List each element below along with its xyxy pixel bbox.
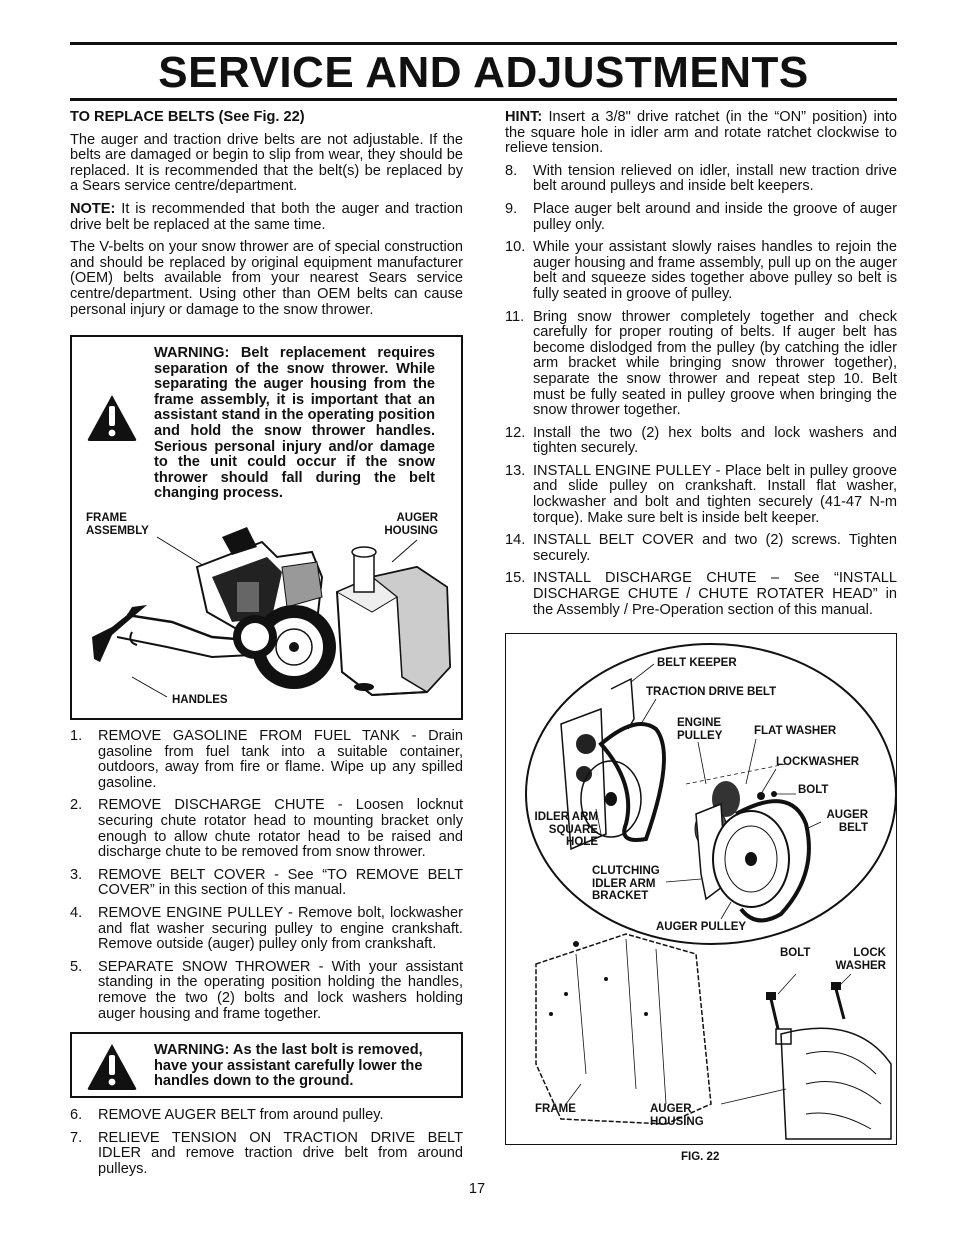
warning-icon xyxy=(86,1042,138,1092)
step-number: 9. xyxy=(505,200,518,217)
step-15 xyxy=(505,571,897,618)
left-steps-6-7 xyxy=(70,1108,463,1184)
note-paragraph xyxy=(70,202,463,233)
label-auger-belt: AUGER BELT xyxy=(826,809,868,834)
label-auger-housing: AUGER HOUSING xyxy=(384,512,438,537)
step-number: 4. xyxy=(70,904,83,921)
label-auger-pulley: AUGER PULLEY xyxy=(656,921,747,933)
step-text: REMOVE GASOLINE FROM FUEL TANK - Drain gasoline from fuel tank into a suitable container, outdoors, away from fire or flame. Wipe up any spilled gasoline. xyxy=(98,728,463,791)
step-number: 5. xyxy=(70,958,83,975)
step-8 xyxy=(505,164,897,195)
step-number: 6. xyxy=(70,1107,83,1123)
warning-box-belt-replacement xyxy=(70,335,463,720)
note-text: It is recommended that both the auger and traction drive belt be replaced at the same time. xyxy=(70,200,463,233)
step-number: 3. xyxy=(70,866,83,883)
step-text: REMOVE BELT COVER - See “TO REMOVE BELT COVER” in this section of this manual. xyxy=(98,866,463,899)
title-underline xyxy=(70,98,897,101)
label-clutching-idler-arm-bracket: CLUTCHING IDLER ARM BRACKET xyxy=(592,865,660,902)
label-frame-assembly: FRAME ASSEMBLY xyxy=(86,512,149,537)
intro-paragraph: The auger and traction drive belts are not adjustable. If the belts are damaged or begin to slip from wear, they should be replaced. It is recommended that the belt(s) be replaced by a Sears service centre/department. xyxy=(70,131,463,195)
figure-caption: FIG. 22 xyxy=(681,1151,720,1163)
snow-thrower-separation-illustration xyxy=(72,337,465,722)
step-text: Place auger belt around and inside the groove of auger pulley only. xyxy=(533,200,897,233)
step-text: INSTALL BELT COVER and two (2) screws. Tighten securely. xyxy=(533,532,897,564)
label-belt-keeper: BELT KEEPER xyxy=(657,657,737,669)
label-bolt-bottom: BOLT xyxy=(780,947,811,959)
warning-text-belt-replacement: WARNING: Belt replacement requires separation of the snow thrower. While separating the auger housing from the frame assembly, it is important that an assistant stand in the operating position and hold the snow thrower handles. Serious personal injury and/or damage to the unit could occur if the snow thrower should fall during the belt changing process. xyxy=(154,345,435,502)
step-text: RELIEVE TENSION ON TRACTION DRIVE BELT IDLER and remove traction drive belt from around pulleys. xyxy=(98,1129,463,1177)
step-text: REMOVE AUGER BELT from around pulley. xyxy=(98,1107,384,1123)
step-text: While your assistant slowly raises handles to rejoin the auger housing and frame assembly, pull up on the auger belt and squeeze sides together above pulley so belt is fully seated in groove of pulley. xyxy=(533,239,897,302)
step-9 xyxy=(505,202,897,233)
label-engine-pulley: ENGINE PULLEY xyxy=(677,717,723,742)
label-frame: FRAME xyxy=(535,1103,576,1115)
step-number: 12. xyxy=(505,424,526,441)
step-number: 11. xyxy=(505,308,525,325)
step-text: Bring snow thrower completely together and check carefully for proper routing of belts. If auger belt has become dislodged from the pulley (by catching the idler arm bracket while bringing snow thrower together), separate the snow thrower and repeat step 10. Belt must be fully seated in pulley groove when bringing the snow thrower together. xyxy=(533,308,897,419)
step-text: REMOVE DISCHARGE CHUTE - Loosen locknut securing chute rotator head to mounting bracket only enough to allow chute rotator head to be raised and discharge chute to be removed from snow thrower. xyxy=(98,797,463,861)
step-number: 8. xyxy=(505,162,518,179)
label-traction-drive-belt: TRACTION DRIVE BELT xyxy=(646,686,777,698)
left-column-intro xyxy=(70,110,463,325)
warning-text-last-bolt: WARNING: As the last bolt is removed, have your assistant carefully lower the handles down to the ground. xyxy=(154,1042,423,1090)
step-text: Install the two (2) hex bolts and lock washers and tighten securely. xyxy=(533,424,897,457)
step-text: INSTALL DISCHARGE CHUTE – See “INSTALL DISCHARGE CHUTE / CHUTE ROTATER HEAD” in the Assembly / Pre-Operation section of this manual. xyxy=(533,570,897,618)
step-12 xyxy=(505,426,897,457)
step-text: With tension relieved on idler, install new traction drive belt around pulleys and inside belt keepers. xyxy=(533,162,897,195)
step-number: 14. xyxy=(505,532,526,549)
step-10 xyxy=(505,240,897,302)
section-heading: TO REPLACE BELTS (See Fig. 22) xyxy=(70,109,305,125)
step-number: 15. xyxy=(505,570,526,587)
figure-22-box xyxy=(505,633,897,1145)
step-6 xyxy=(70,1108,463,1124)
step-number: 10. xyxy=(505,239,526,256)
figure-22-belt-diagram xyxy=(506,634,898,1146)
label-flat-washer: FLAT WASHER xyxy=(754,725,837,737)
step-13 xyxy=(505,464,897,526)
step-text: REMOVE ENGINE PULLEY - Remove bolt, lockwasher and flat washer securing pulley to engine crankshaft. Remove outside (auger) pulley only from crankshaft. xyxy=(98,904,463,953)
note-label: NOTE: xyxy=(70,200,116,217)
label-auger-housing-bottom: AUGER HOUSING xyxy=(650,1103,704,1128)
step-text: SEPARATE SNOW THROWER - With your assistant standing in the operating position holding the handles, remove the two (2) bolts and lock washers holding auger housing and frame together. xyxy=(98,958,463,1022)
label-lock-washer: LOCK WASHER xyxy=(835,947,886,972)
step-11 xyxy=(505,310,897,419)
step-7 xyxy=(70,1131,463,1178)
step-number: 2. xyxy=(70,797,83,814)
step-3 xyxy=(70,868,463,899)
left-steps-1-5 xyxy=(70,729,463,1029)
step-4 xyxy=(70,906,463,953)
right-column-steps xyxy=(505,110,897,625)
hint-text: Insert a 3/8" drive ratchet (in the “ON” position) into the square hole in idler arm and rotate ratchet clockwise to relieve tension. xyxy=(505,109,897,157)
step-5 xyxy=(70,960,463,1022)
step-number: 1. xyxy=(70,728,83,744)
warning-box-last-bolt xyxy=(70,1032,463,1098)
label-bolt-top: BOLT xyxy=(798,784,829,796)
step-number: 13. xyxy=(505,462,526,479)
step-number: 7. xyxy=(70,1129,83,1146)
step-14 xyxy=(505,533,897,564)
hint-paragraph xyxy=(505,110,897,157)
label-idler-arm-square-hole: IDLER ARM SQUARE HOLE xyxy=(534,811,598,848)
top-rule xyxy=(70,42,897,45)
step-2 xyxy=(70,798,463,860)
hint-label: HINT: xyxy=(505,109,543,125)
label-handles: HANDLES xyxy=(172,694,228,706)
step-text: INSTALL ENGINE PULLEY - Place belt in pulley groove and slide pulley on crankshaft. Install flat washer, lockwasher and bolt and tighten securely (41-47 N-m torque). Make sure belt is inside belt keeper. xyxy=(533,462,897,526)
page-number: 17 xyxy=(468,1181,486,1197)
oem-paragraph: The V-belts on your snow thrower are of special construction and should be replaced by original equipment manufacturer (OEM) belts available from your nearest Sears service centre/department. Using other than OEM belts can cause personal injury or damage to the snow thrower. xyxy=(70,239,463,318)
step-1 xyxy=(70,729,463,791)
page-title: SERVICE AND ADJUSTMENTS xyxy=(158,48,809,97)
label-lockwasher: LOCKWASHER xyxy=(776,756,860,768)
